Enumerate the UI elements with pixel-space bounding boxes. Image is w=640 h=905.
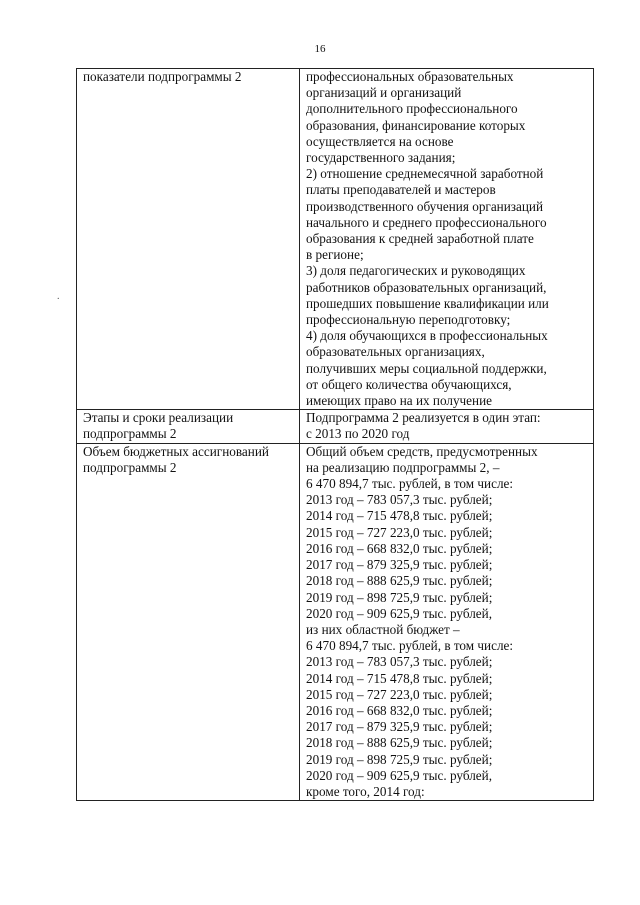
row-label-cell xyxy=(77,69,300,410)
row-content-line: 2020 год – 909 625,9 тыс. рублей, xyxy=(306,605,492,621)
row-content-line: 2019 год – 898 725,9 тыс. рублей; xyxy=(306,751,493,767)
row-content-line: образования к средней заработной плате xyxy=(306,231,534,247)
row-content-line: Подпрограмма 2 реализуется в один этап: xyxy=(306,410,541,426)
row-content-line: от общего количества обучающихся, xyxy=(306,376,512,392)
row-content-line: профессиональных образовательных xyxy=(306,69,514,84)
row-content-line: производственного обучения организаций xyxy=(306,198,544,214)
row-content-line: Общий объем средств, предусмотренных xyxy=(306,443,538,459)
row-content-line: 2020 год – 909 625,9 тыс. рублей, xyxy=(306,767,492,783)
row-content-line: организаций и организаций xyxy=(306,85,462,101)
row-content-line: имеющих право на их получение xyxy=(306,393,493,409)
row-content-line: получивших меры социальной поддержки, xyxy=(306,360,547,376)
row-content-line: 2) отношение среднемесячной заработной xyxy=(306,166,544,182)
row-content-line: 2018 год – 888 625,9 тыс. рублей; xyxy=(306,573,493,589)
row-label-line: Этапы и сроки реализации xyxy=(83,410,234,426)
table-body xyxy=(77,69,594,801)
row-content-line: 2019 год – 898 725,9 тыс. рублей; xyxy=(306,589,493,605)
row-label-line: подпрограммы 2 xyxy=(83,426,177,442)
row-content-line: государственного задания; xyxy=(306,150,456,166)
row-content-line: образовательных организациях, xyxy=(306,344,485,360)
page-number: 16 xyxy=(314,43,326,55)
row-label-cell xyxy=(77,410,300,443)
row-content-line: 3) доля педагогических и руководящих xyxy=(306,263,526,279)
row-content-line: 2015 год – 727 223,0 тыс. рублей; xyxy=(306,524,493,540)
row-content-line: 6 470 894,7 тыс. рублей, в том числе: xyxy=(306,638,514,654)
row-content-line: 2013 год – 783 057,3 тыс. рублей; xyxy=(306,492,493,508)
row-content-cell xyxy=(300,69,594,410)
row-content-cell xyxy=(300,410,594,443)
passport-table xyxy=(76,68,594,801)
row-content-line: в регионе; xyxy=(306,247,364,263)
row-content-line: осуществляется на основе xyxy=(306,133,454,149)
row-indicators xyxy=(77,69,594,410)
row-label-line: Объем бюджетных ассигнований xyxy=(83,443,269,459)
row-content-line: платы преподавателей и мастеров xyxy=(306,182,496,198)
row-content-line: 2014 год – 715 478,8 тыс. рублей; xyxy=(306,508,493,524)
row-content-line: 2015 год – 727 223,0 тыс. рублей; xyxy=(306,686,493,702)
row-content-line: прошедших повышение квалификации или xyxy=(306,295,549,311)
row-content-line: 2017 год – 879 325,9 тыс. рублей; xyxy=(306,719,493,735)
row-content-line: кроме того, 2014 год: xyxy=(306,783,425,799)
row-budget xyxy=(77,443,594,800)
row-content-line: профессиональную переподготовку; xyxy=(306,312,511,328)
row-content-line: из них областной бюджет – xyxy=(306,621,460,637)
row-content-cell xyxy=(300,443,594,800)
row-content-line: 2014 год – 715 478,8 тыс. рублей; xyxy=(306,670,493,686)
row-content-line: начального и среднего профессионального xyxy=(306,214,547,230)
row-stages xyxy=(77,410,594,443)
row-content-line: 4) доля обучающихся в профессиональных xyxy=(306,328,548,344)
row-content-line: с 2013 по 2020 год xyxy=(306,426,410,442)
margin-mark: . xyxy=(57,291,60,302)
row-label-line: подпрограммы 2 xyxy=(83,459,177,475)
row-content-line: работников образовательных организаций, xyxy=(306,279,547,295)
row-content-line: 2016 год – 668 832,0 тыс. рублей; xyxy=(306,540,493,556)
row-content-line: дополнительного профессионального xyxy=(306,101,518,117)
row-content-line: 2018 год – 888 625,9 тыс. рублей; xyxy=(306,735,493,751)
row-content-line: 2016 год – 668 832,0 тыс. рублей; xyxy=(306,702,493,718)
row-content-line: 2013 год – 783 057,3 тыс. рублей; xyxy=(306,654,493,670)
row-label-cell xyxy=(77,443,300,800)
row-content-line: на реализацию подпрограммы 2, – xyxy=(306,459,500,475)
row-content-line: образования, финансирование которых xyxy=(306,117,526,133)
row-content-line: 6 470 894,7 тыс. рублей, в том числе: xyxy=(306,476,514,492)
row-content-line: 2017 год – 879 325,9 тыс. рублей; xyxy=(306,557,493,573)
row-label-line: показатели подпрограммы 2 xyxy=(83,69,242,84)
